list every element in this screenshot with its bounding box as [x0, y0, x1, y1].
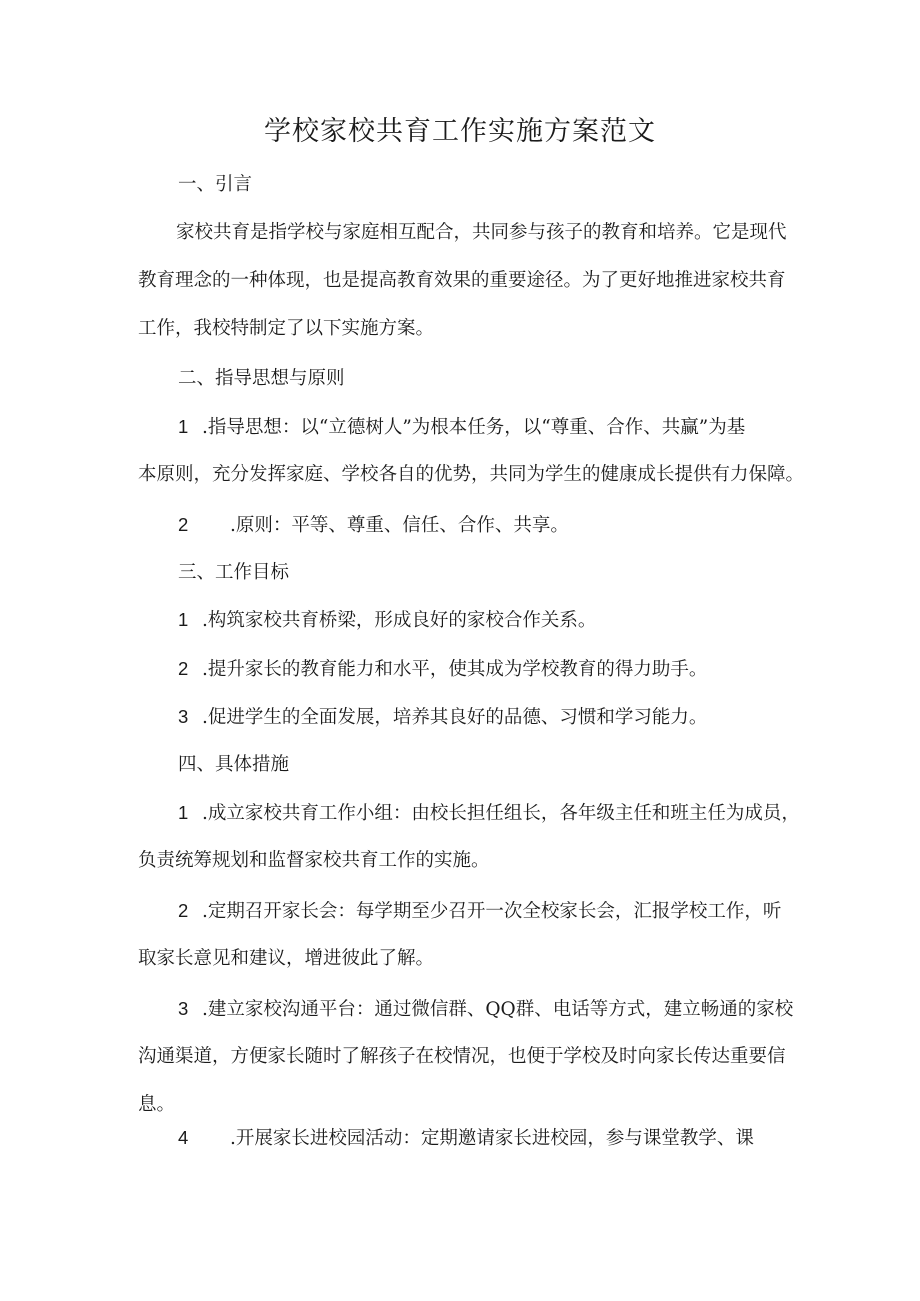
intro-paragraph-line: 教育理念的一种体现，也是提高教育效果的重要途径。为了更好地推进家校共育	[138, 270, 786, 291]
item-number: 4	[178, 1127, 189, 1148]
measures-item-3-continuation: 沟通渠道，方便家长随时了解孩子在校情况，也便于学校及时向家长传达重要信	[138, 1046, 786, 1067]
item-text: .定期召开家长会：每学期至少召开一次全校家长会，汇报学校工作，听	[202, 901, 782, 922]
guiding-item-1	[178, 413, 784, 442]
intro-paragraph-line: 家校共育是指学校与家庭相互配合，共同参与孩子的教育和培养。它是现代	[176, 222, 787, 243]
measures-item-1-continuation: 负责统筹规划和监督家校共育工作的实施。	[138, 850, 490, 871]
item-text: .促进学生的全面发展，培养其良好的品德、习惯和学习能力。	[202, 707, 708, 728]
measures-item-2	[178, 897, 784, 926]
item-number: 1	[178, 609, 189, 630]
item-text: .成立家校共育工作小组：由校长担任组长，各年级主任和班主任为成员，	[202, 803, 800, 824]
guiding-item-1-continuation: 本原则，充分发挥家庭、学校各自的优势，共同为学生的健康成长提供有力保障。	[138, 464, 805, 485]
item-text: .提升家长的教育能力和水平，使其成为学校教育的得力助手。	[202, 659, 708, 680]
item-number: 2	[178, 514, 189, 535]
measures-item-3-continuation: 息。	[138, 1094, 176, 1115]
guiding-item-2	[178, 511, 569, 540]
item-number: 1	[178, 802, 189, 823]
measures-item-3	[178, 995, 794, 1024]
measures-item-2-continuation: 取家长意见和建议，增进彼此了解。	[138, 948, 435, 969]
item-text: .指导思想：以“立德树人”为根本任务，以“尊重、合作、共赢”为基	[202, 417, 746, 438]
item-number: 3	[178, 998, 189, 1019]
goals-item	[178, 606, 596, 635]
item-text: .开展家长进校园活动：定期邀请家长进校园，参与课堂教学、课	[230, 1128, 754, 1149]
goals-item	[178, 703, 707, 732]
goals-item	[178, 655, 707, 684]
section-heading-measures: 四、具体措施	[178, 754, 290, 775]
section-heading-intro: 一、引言	[178, 174, 253, 195]
measures-item-4	[178, 1124, 754, 1153]
item-number: 2	[178, 658, 189, 679]
item-number: 3	[178, 706, 189, 727]
section-heading-guiding: 二、指导思想与原则	[178, 368, 345, 389]
item-text: .原则：平等、尊重、信任、合作、共享。	[230, 515, 569, 536]
intro-paragraph-line: 工作，我校特制定了以下实施方案。	[138, 318, 435, 339]
item-text: .建立家校沟通平台：通过微信群、QQ群、电话等方式，建立畅通的家校	[202, 999, 794, 1020]
section-heading-goals: 三、工作目标	[178, 562, 290, 583]
document-title: 学校家校共育工作实施方案范文	[264, 116, 656, 147]
item-number: 1	[178, 416, 189, 437]
measures-item-1	[178, 799, 800, 828]
item-number: 2	[178, 900, 189, 921]
item-text: .构筑家校共育桥梁，形成良好的家校合作关系。	[202, 610, 597, 631]
